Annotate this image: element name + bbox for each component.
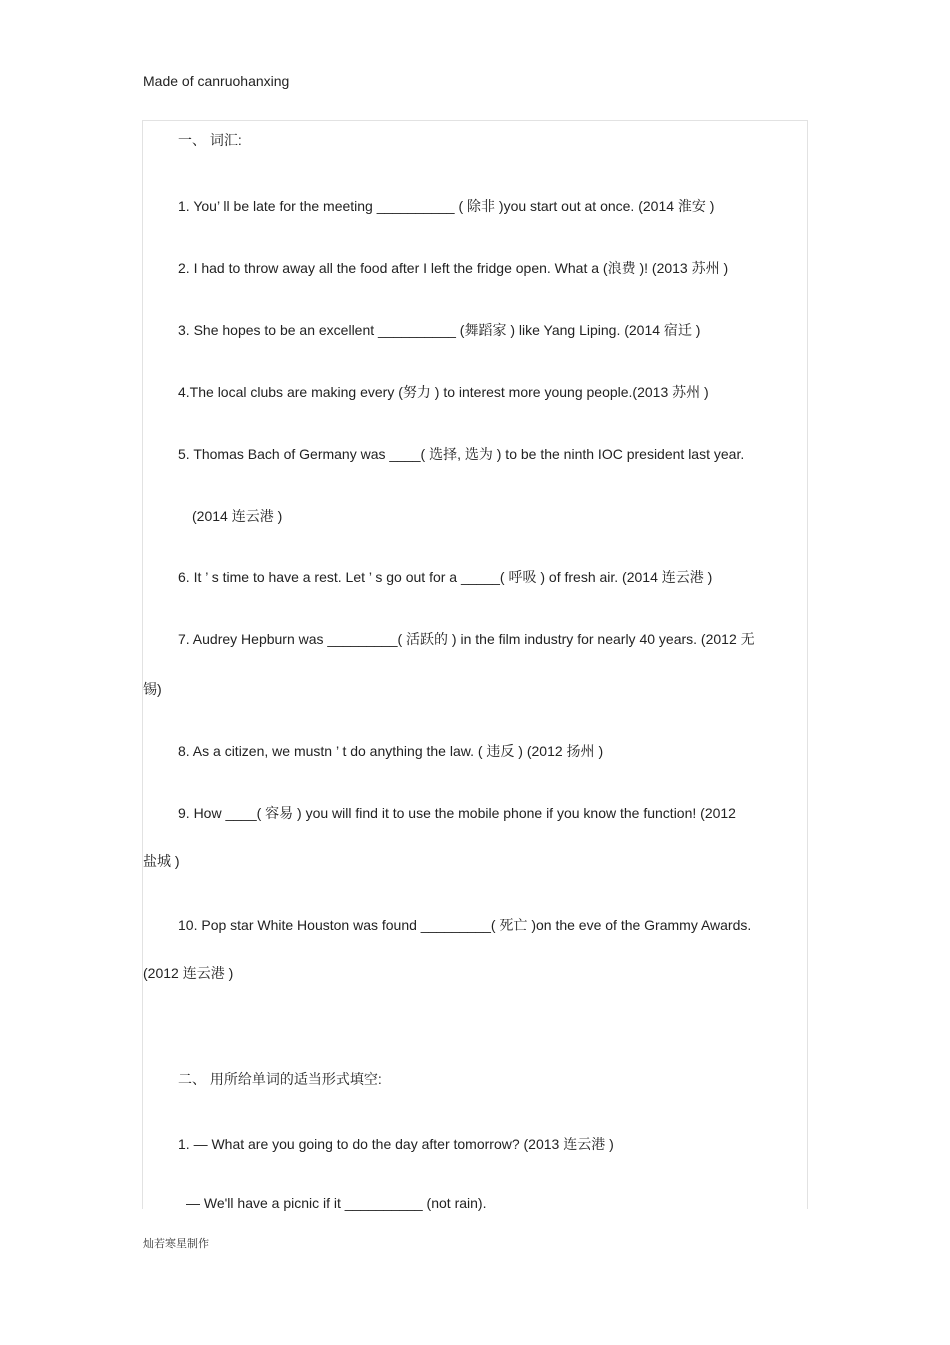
question-4: 4.The local clubs are making every (努力 ) to interest more young people.(2013 苏州 ): [178, 384, 709, 400]
section-2-title: 二、 用所给单词的适当形式填空:: [178, 1071, 382, 1087]
question-2: 2. I had to throw away all the food after I left the fridge open. What a (浪费 )! (2013 苏州 ): [178, 260, 729, 276]
question-6: 6. It ’ s time to have a rest. Let ’ s go out for a _____( 呼吸 ) of fresh air. (2014 连云港 ): [178, 569, 713, 585]
question-3: 3. She hopes to be an excellent __________ (舞蹈家 ) like Yang Liping. (2014 宿迁 ): [178, 322, 701, 338]
question-5: 5. Thomas Bach of Germany was ____( 选择, 选为 ) to be the ninth IOC president last year.: [178, 446, 745, 462]
question-8: 8. As a citizen, we mustn ’ t do anything the law. ( 违反 ) (2012 扬州 ): [178, 743, 604, 759]
question-9: 9. How ____( 容易 ) you will find it to use the mobile phone if you know the function! (2012: [178, 805, 736, 821]
section-2-question-1: 1. — What are you going to do the day after tomorrow? (2013 连云港 ): [178, 1136, 614, 1152]
question-7: 7. Audrey Hepburn was _________( 活跃的 ) in the film industry for nearly 40 years. (2012 无: [178, 631, 755, 647]
question-1: 1. You’ ll be late for the meeting __________ ( 除非 )you start out at once. (2014 淮安 ): [178, 198, 715, 214]
page-header: Made of canruohanxing: [143, 73, 290, 89]
question-10: 10. Pop star White Houston was found _________( 死亡 )on the eve of the Grammy Awards.: [178, 917, 752, 933]
question-7-continued: 锡): [143, 681, 162, 697]
section-2-question-1-answer-line: — We'll have a picnic if it __________ (not rain).: [186, 1195, 487, 1211]
question-10-continued: (2012 连云港 ): [143, 965, 234, 981]
section-1-title: 一、 词汇:: [178, 132, 242, 148]
content-frame: [142, 120, 808, 1209]
question-5-source: (2014 连云港 ): [192, 508, 283, 524]
question-9-continued: 盐城 ): [143, 853, 180, 869]
page-footer: 灿若寒星制作: [143, 1238, 209, 1250]
